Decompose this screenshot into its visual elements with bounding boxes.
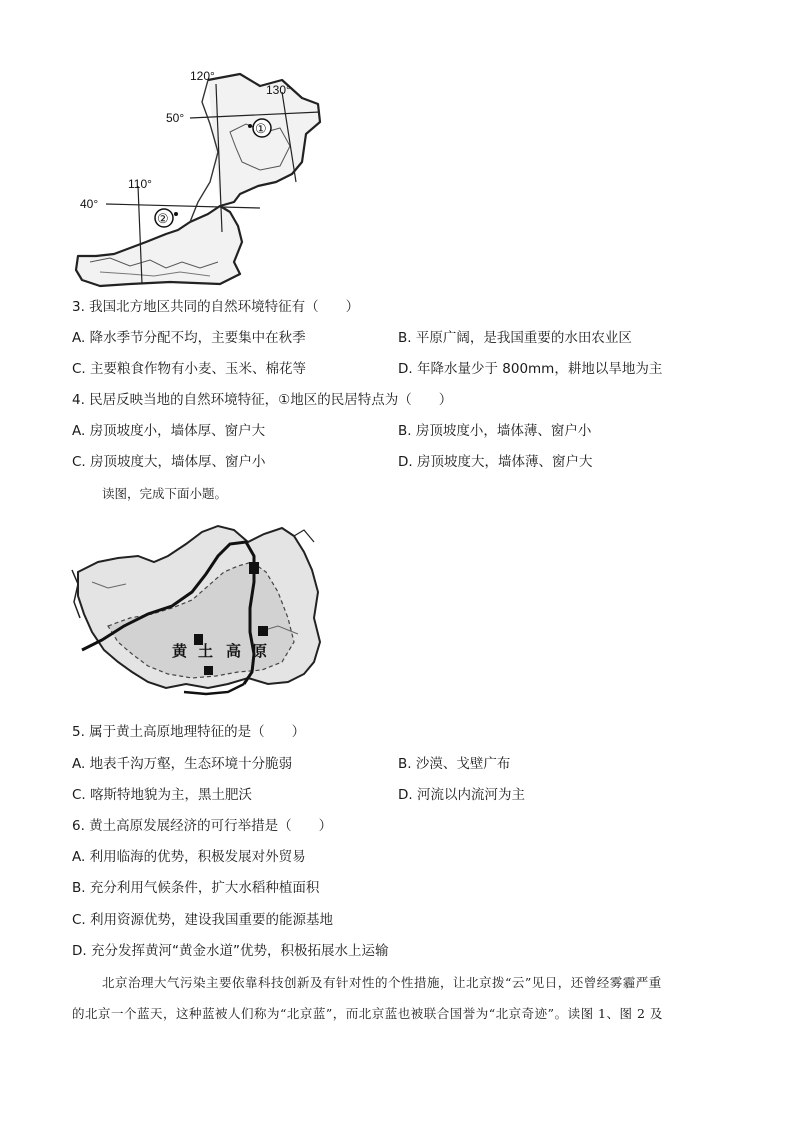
label-50: 50°: [166, 111, 185, 125]
label-tu: 土: [198, 642, 214, 660]
label-130: 130°: [266, 83, 291, 97]
label-gao: 高: [226, 642, 242, 660]
q4-option-c[interactable]: C. 房顶坡度大，墙体厚、窗户小: [72, 454, 266, 470]
q5-option-d[interactable]: D. 河流以内流河为主: [398, 787, 525, 803]
q3-option-b[interactable]: B. 平原广阔，是我国重要的水田农业区: [398, 330, 632, 346]
label-yuan: 原: [252, 642, 268, 660]
q5-option-c[interactable]: C. 喀斯特地貌为主，黑土肥沃: [72, 787, 253, 803]
label-40: 40°: [80, 197, 99, 211]
passage-line-1: 北京治理大气污染主要依靠科技创新及有针对性的个性措施，让北京拨“云”见日，还曾经雾霾严重: [102, 975, 662, 990]
marker-2: ②: [157, 211, 169, 226]
q6-option-c[interactable]: C. 利用资源优势，建设我国重要的能源基地: [72, 912, 334, 928]
q5-option-b[interactable]: B. 沙漠、戈壁广布: [398, 756, 511, 772]
northern-china-map: [70, 62, 340, 290]
q3-option-a[interactable]: A. 降水季节分配不均，主要集中在秋季: [72, 330, 306, 346]
marker-1: ①: [255, 121, 267, 136]
q6-option-d[interactable]: D. 充分发挥黄河“黄金水道”优势，积极拓展水上运输: [72, 943, 389, 959]
q4-option-a[interactable]: A. 房顶坡度小，墙体厚、窗户大: [72, 423, 266, 439]
question-4: 4. 民居反映当地的自然环境特征，①地区的民居特点为（ ）: [72, 392, 453, 408]
q3-option-c[interactable]: C. 主要粮食作物有小麦、玉米、棉花等: [72, 361, 307, 377]
label-huang: 黄: [172, 642, 188, 660]
question-3: 3. 我国北方地区共同的自然环境特征有（ ）: [72, 299, 360, 315]
q4-option-b[interactable]: B. 房顶坡度小，墙体薄、窗户小: [398, 423, 592, 439]
reading-prompt: 读图，完成下面小题。: [102, 486, 228, 501]
q6-option-b[interactable]: B. 充分利用气候条件，扩大水稻种植面积: [72, 880, 320, 896]
question-6: 6. 黄土高原发展经济的可行举措是（ ）: [72, 818, 333, 834]
label-120: 120°: [190, 69, 215, 83]
label-110: 110°: [128, 177, 152, 191]
region-outline: [76, 74, 320, 286]
q6-option-a[interactable]: A. 利用临海的优势，积极发展对外贸易: [72, 849, 306, 865]
passage-line-2: 的北京一个蓝天，这种蓝被人们称为“北京蓝”，而北京蓝也被联合国誉为“北京奇迹”。读图 1、图 2 及: [72, 1006, 663, 1021]
q4-option-d[interactable]: D. 房顶坡度大，墙体薄、窗户大: [398, 454, 593, 470]
parallel-40: [106, 204, 260, 208]
loess-plateau-map: [68, 522, 330, 706]
q5-option-a[interactable]: A. 地表千沟万壑，生态环境十分脆弱: [72, 756, 293, 772]
question-5: 5. 属于黄土高原地理特征的是（ ）: [72, 724, 306, 740]
q3-option-d[interactable]: D. 年降水量少于 800mm，耕地以旱地为主: [398, 361, 663, 377]
